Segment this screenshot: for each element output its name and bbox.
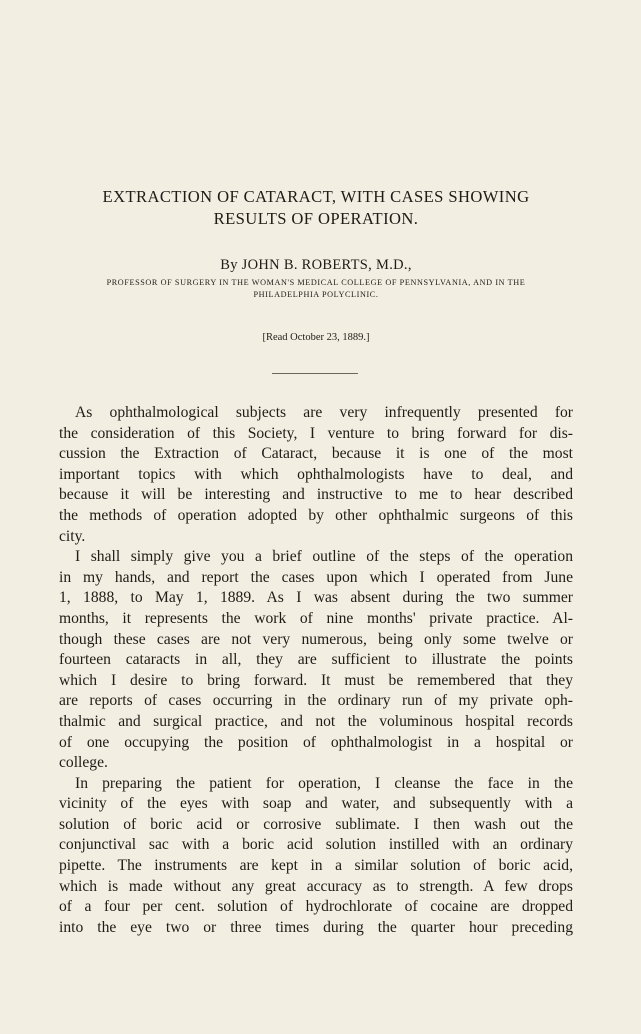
body-line: are reports of cases occurring in the ordinary run of my private oph- <box>59 692 573 710</box>
body-line: the methods of operation adopted by other ophthalmic surgeons of this <box>59 506 573 524</box>
body-line: In preparing the patient for operation, I cleanse the face in the <box>75 774 573 792</box>
body-line: conjunctival sac with a boric acid solution instilled with an ordinary <box>59 836 573 854</box>
article-body <box>59 403 573 938</box>
body-line: 1, 1888, to May 1, 1889. As I was absent during the two summer <box>59 589 573 607</box>
body-line: vicinity of the eyes with soap and water, and subsequently with a <box>59 795 573 813</box>
body-line: solution of boric acid or corrosive sublimate. I then wash out the <box>59 815 573 833</box>
author-affiliation <box>59 277 573 301</box>
author-byline: By JOHN B. ROBERTS, M.D., <box>220 257 412 273</box>
title-line-1: EXTRACTION OF CATARACT, WITH CASES SHOWING <box>102 187 530 206</box>
body-line: which is made without any great accuracy as to strength. A few drops <box>59 877 573 895</box>
body-line: cussion the Extraction of Cataract, because it is one of the most <box>59 445 573 463</box>
body-line: though these cases are not very numerous, being only some twelve or <box>59 630 573 648</box>
body-line: of one occupying the position of ophthalmologist in a hospital or <box>59 733 573 751</box>
title-line-2: RESULTS OF OPERATION. <box>213 209 419 228</box>
article-title <box>59 186 573 230</box>
body-line: months, it represents the work of nine months' private practice. Al- <box>59 609 573 627</box>
body-line: As ophthalmological subjects are very infrequently presented for <box>75 404 573 421</box>
body-line: which I desire to bring forward. It must be remembered that they <box>59 671 573 689</box>
body-line: into the eye two or three times during the quarter hour preceding <box>59 918 573 936</box>
body-line: city. <box>59 527 86 545</box>
body-line: pipette. The instruments are kept in a similar solution of boric acid, <box>59 857 573 875</box>
body-line: in my hands, and report the cases upon which I operated from June <box>59 568 573 586</box>
body-line: the consideration of this Society, I venture to bring forward for dis- <box>59 424 573 442</box>
body-line: I shall simply give you a brief outline of the steps of the operation <box>75 548 573 566</box>
body-line: of a four per cent. solution of hydrochlorate of cocaine are dropped <box>59 898 573 916</box>
body-line: because it will be interesting and instructive to me to hear described <box>59 486 573 504</box>
body-line: thalmic and surgical practice, and not the voluminous hospital records <box>59 712 573 730</box>
body-line: fourteen cataracts in all, they are sufficient to illustrate the points <box>59 651 573 669</box>
affiliation-line-2: PHILADELPHIA POLYCLINIC. <box>253 290 379 299</box>
read-date-note: [Read October 23, 1889.] <box>262 332 370 343</box>
section-divider <box>272 373 358 374</box>
body-line: important topics with which ophthalmologists have to deal, and <box>59 465 573 483</box>
affiliation-line-1: PROFESSOR OF SURGERY IN THE WOMAN'S MEDICAL COLLEGE OF PENNSYLVANIA, AND IN THE <box>106 278 526 287</box>
body-line: college. <box>59 754 108 772</box>
